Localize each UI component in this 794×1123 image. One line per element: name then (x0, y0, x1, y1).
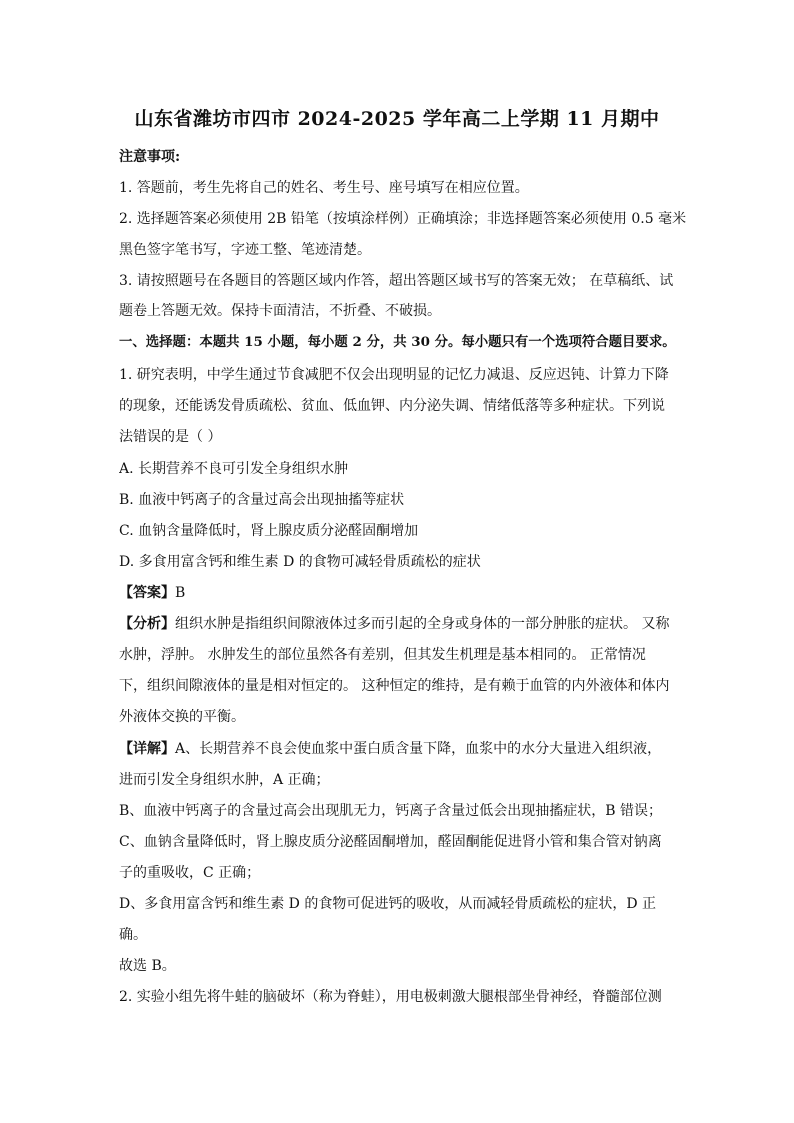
explain-line: 子的重吸收，C 正确； (119, 865, 261, 881)
explain-line (119, 740, 689, 758)
notice-line: 3. 请按照题号在各题目的答题区域内作答，超出答题区域书写的答案无效； 在草稿纸、试 (119, 273, 674, 289)
explain-line: 进而引发全身组织水肿，A 正确； (119, 772, 330, 788)
analysis-line: 下，组织间隙液体的量是相对恒定的。 这种恒定的维持，是有赖于血管的内外液体和体内 (119, 678, 670, 694)
analysis-text: 组织水肿是指组织间隙液体过多而引起的全身或身体的一部分肿胀的症状。 又称 (175, 616, 670, 632)
option-d: D. 多食用富含钙和维生素 D 的食物可减轻骨质疏松的症状 (119, 554, 481, 570)
analysis-line (119, 615, 689, 633)
question-stem-line: 的现象，还能诱发骨质疏松、贫血、低血钾、内分泌失调、情绪低落等多种症状。下列说 (119, 398, 665, 414)
answer-value: B (175, 585, 186, 601)
option-b: B. 血液中钙离子的含量过高会出现抽搐等症状 (119, 492, 405, 508)
section-heading: 一、选择题：本题共 15 小题，每小题 2 分，共 30 分。每小题只有一个选项符合题目要求。 (119, 334, 676, 350)
notice-line: 1. 答题前，考生先将自己的姓名、考生号、座号填写在相应位置。 (119, 180, 529, 196)
explain-line: D、多食用富含钙和维生素 D 的食物可促进钙的吸收，从而减轻骨质疏松的症状，D 正 (119, 896, 657, 912)
question-2-stem: 2. 实验小组先将牛蛙的脑破坏（称为脊蛙），用电极刺激大腿根部坐骨神经，脊髓部位测 (119, 989, 662, 1005)
analysis-line: 水肿，浮肿。 水肿发生的部位虽然各有差别，但其发生机理是基本相同的。 正常情况 (119, 647, 646, 663)
explain-line: 确。 (119, 927, 147, 943)
explain-line: C、血钠含量降低时，肾上腺皮质分泌醛固酮增加，醛固酮能促进肾小管和集合管对钠离 (119, 834, 662, 850)
explain-tag: 【详解】 (119, 741, 175, 757)
explain-line: B、血液中钙离子的含量过高会出现肌无力，钙离子含量过低会出现抽搐症状，B 错误； (119, 803, 663, 819)
notice-line: 题卷上答题无效。保持卡面清洁，不折叠、不破损。 (119, 303, 441, 319)
option-a: A. 长期营养不良可引发全身组织水肿 (119, 461, 349, 477)
analysis-tag: 【分析】 (119, 616, 175, 632)
question-stem-line: 1. 研究表明，中学生通过节食减肥不仅会出现明显的记忆力减退、反应迟钝、计算力下降 (119, 367, 669, 383)
option-c: C. 血钠含量降低时，肾上腺皮质分泌醛固酮增加 (119, 523, 419, 539)
explain-text: A、长期营养不良会使血浆中蛋白质含量下降，血浆中的水分大量进入组织液， (175, 741, 662, 757)
answer-line (119, 584, 689, 602)
question-stem-line: 法错误的是（ ） (119, 429, 222, 445)
analysis-line: 外液体交换的平衡。 (119, 709, 245, 725)
document-title: 山东省潍坊市四市 2024-2025 学年高二上学期 11 月期中 (134, 108, 660, 130)
notice-heading: 注意事项: (119, 149, 181, 165)
answer-tag: 【答案】 (119, 585, 175, 601)
notice-line: 2. 选择题答案必须使用 2B 铅笔（按填涂样例）正确填涂；非选择题答案必须使用 0.5 毫米 (119, 211, 687, 227)
conclusion-line: 故选 B。 (119, 958, 176, 974)
notice-line: 黑色签字笔书写，字迹工整、笔迹清楚。 (119, 242, 371, 258)
